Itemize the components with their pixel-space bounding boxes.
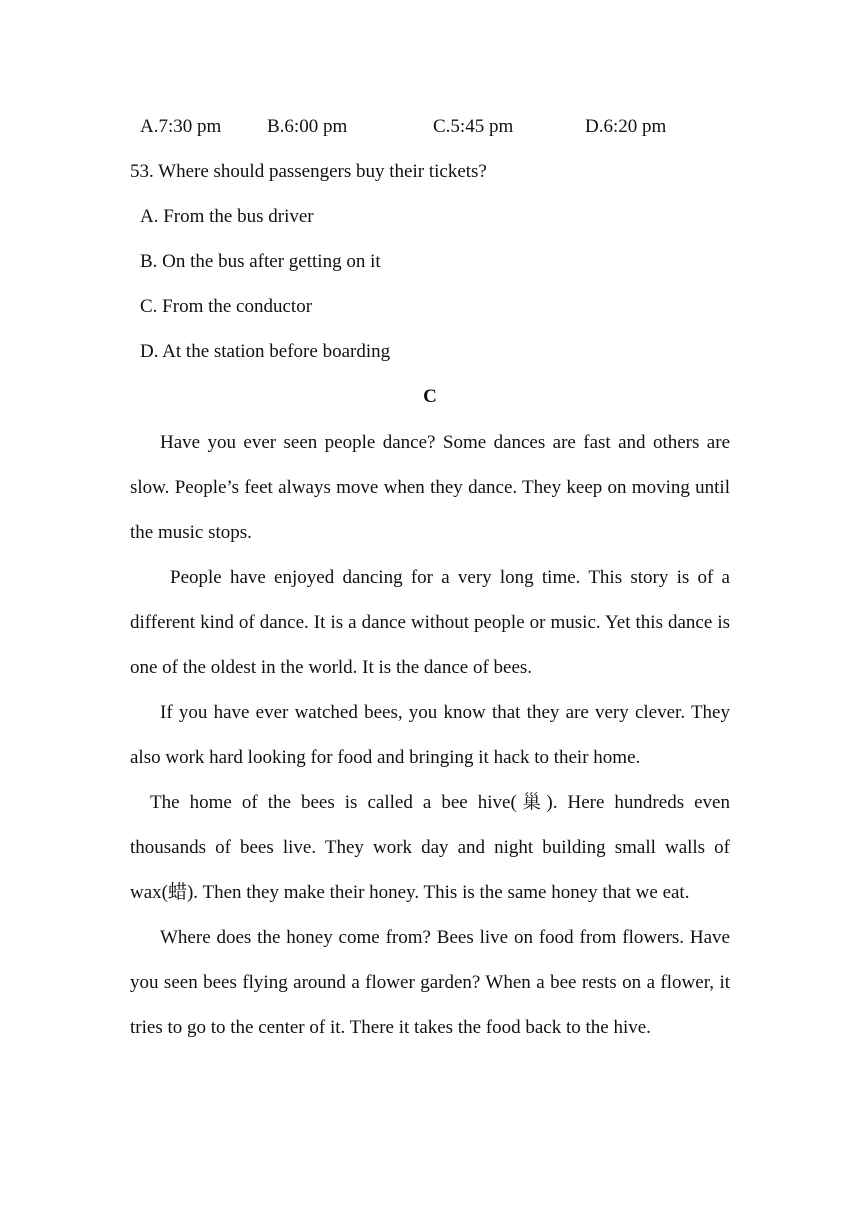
paragraph-1: Have you ever seen people dance? Some dances are fast and others are slow. People’s feet always move when they dance. They keep on moving until the music stops. [130, 432, 730, 543]
q52-option-a: A.7:30 pm [140, 116, 222, 137]
q52-option-d: D.6:20 pm [585, 116, 667, 137]
q53-option-b: B. On the bus after getting on it [140, 251, 381, 272]
q52-option-b: B.6:00 pm [267, 116, 348, 137]
q52-options [0, 115, 860, 139]
q52-option-c: C.5:45 pm [433, 116, 514, 137]
paragraph-2: People have enjoyed dancing for a very long time. This story is of a different kind of dance. It is a dance without people or music. Yet this dance is one of the oldest in the world. It is the dance of bees. [130, 567, 730, 678]
q53-stem: 53. Where should passengers buy their tickets? [130, 161, 487, 182]
section-c-heading: C [423, 386, 437, 407]
q53-option-a: A. From the bus driver [140, 206, 314, 227]
paragraph-3: If you have ever watched bees, you know that they are very clever. They also work hard looking for food and bringing it hack to their home. [130, 702, 730, 768]
paragraph-5: Where does the honey come from? Bees live on food from flowers. Have you seen bees flying around a flower garden? When a bee rests on a flower, it tries to go to the center of it. There it takes the food back to the hive. [130, 927, 730, 1038]
q53-option-c: C. From the conductor [140, 296, 313, 317]
paragraph-4: The home of the bees is called a bee hive(巢). Here hundreds even thousands of bees live. They work day and night building small walls of wax(蜡). Then they make their honey. This is the same honey that we eat. [130, 792, 730, 903]
q53-option-d: D. At the station before boarding [140, 341, 391, 362]
